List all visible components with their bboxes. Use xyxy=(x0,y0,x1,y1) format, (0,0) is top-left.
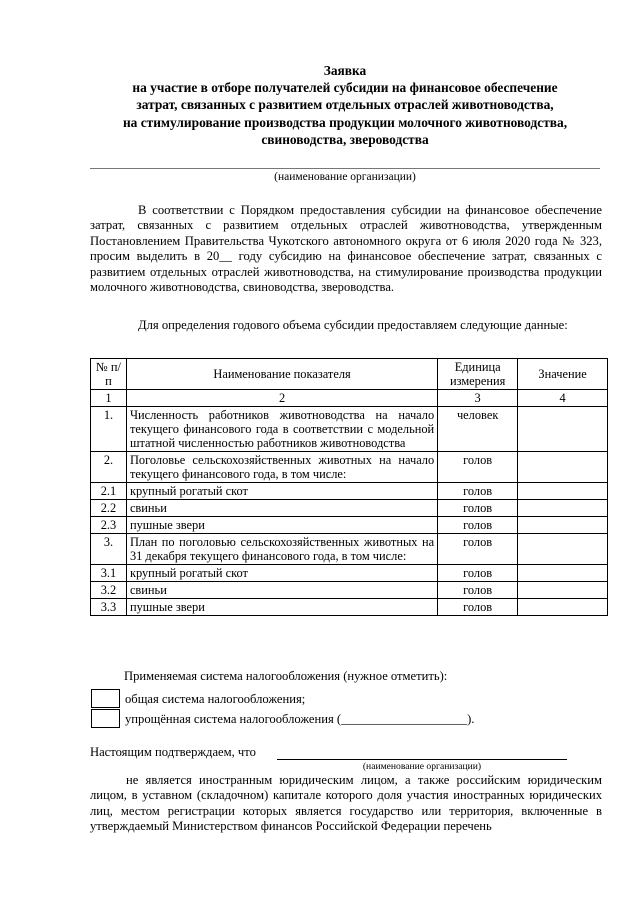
simplified-tax-label: упрощённая система налогообложения (____________________). xyxy=(125,712,475,726)
table-row xyxy=(91,500,608,517)
table-row xyxy=(91,565,608,582)
title-line-5: свиноводства, звероводства xyxy=(261,131,429,147)
indicators-table xyxy=(90,358,608,616)
row-unit: голов xyxy=(438,483,518,500)
title-line-4: на стимулирование производства продукции молочного животноводства, xyxy=(122,114,568,130)
row-value-cell[interactable] xyxy=(518,517,608,534)
title-line-1: Заявка xyxy=(323,63,367,78)
column-number: 1 xyxy=(91,390,127,407)
row-unit: человек xyxy=(438,407,518,452)
column-number: 2 xyxy=(126,390,437,407)
column-number: 3 xyxy=(438,390,518,407)
document-title xyxy=(80,62,610,148)
confirmation-organization-line[interactable] xyxy=(277,759,567,760)
column-number: 4 xyxy=(518,390,608,407)
row-value-cell[interactable] xyxy=(518,407,608,452)
table-row xyxy=(91,599,608,616)
table-row xyxy=(91,582,608,599)
row-unit: голов xyxy=(438,582,518,599)
row-unit: голов xyxy=(438,452,518,483)
table-row xyxy=(91,452,608,483)
row-name: свиньи xyxy=(126,500,437,517)
table-row xyxy=(91,534,608,565)
request-paragraph: В соответствии с Порядком предоставления субсидии на финансовое обеспечение затрат, связанных с развитием отдельных отраслей животноводства, утвержденным Постановлением Правительства Чукотского автономного округа от 6 июля 2020 года № 323, просим выделить в 20__ году субсидию на финансовое обеспечение затрат, связанных с развитием отдельных отраслей животноводства, на стимулирование производства продукции молочного животноводства, свиноводства, звероводства. xyxy=(90,203,602,295)
row-name: пушные звери xyxy=(126,517,437,534)
row-value-cell[interactable] xyxy=(518,452,608,483)
row-value-cell[interactable] xyxy=(518,483,608,500)
row-name: пушные звери xyxy=(126,599,437,616)
table-column-numbers-row xyxy=(91,390,608,407)
table-row xyxy=(91,517,608,534)
row-num: 2.3 xyxy=(91,517,127,534)
row-name: крупный рогатый скот xyxy=(126,565,437,582)
organization-caption: (наименование организации) xyxy=(274,171,416,183)
row-unit: голов xyxy=(438,517,518,534)
general-tax-checkbox[interactable] xyxy=(91,689,120,708)
header-name: Наименование показателя xyxy=(126,359,437,390)
row-num: 3. xyxy=(91,534,127,565)
header-value: Значение xyxy=(518,359,608,390)
row-name: Поголовье сельскохозяйственных животных на начало текущего финансового года, в том числе: xyxy=(126,452,437,483)
row-unit: голов xyxy=(438,565,518,582)
row-value-cell[interactable] xyxy=(518,534,608,565)
row-unit: голов xyxy=(438,500,518,517)
organization-name-line[interactable] xyxy=(90,168,600,169)
table-row xyxy=(91,483,608,500)
table-header-row xyxy=(91,359,608,390)
row-value-cell[interactable] xyxy=(518,582,608,599)
row-num: 3.1 xyxy=(91,565,127,582)
row-unit: голов xyxy=(438,599,518,616)
simplified-tax-checkbox[interactable] xyxy=(91,709,120,728)
table-row xyxy=(91,407,608,452)
row-unit: голов xyxy=(438,534,518,565)
title-line-3: затрат, связанных с развитием отдельных отраслей животноводства, xyxy=(136,97,554,113)
row-value-cell[interactable] xyxy=(518,500,608,517)
confirmation-text: Настоящим подтверждаем, что xyxy=(90,745,256,759)
row-num: 2.1 xyxy=(91,483,127,500)
row-num: 3.3 xyxy=(91,599,127,616)
confirmation-organization-caption: (наименование организации) xyxy=(362,761,482,772)
title-line-2: на участие в отборе получателей субсидии на финансовое обеспечение xyxy=(132,80,558,96)
row-num: 3.2 xyxy=(91,582,127,599)
row-num: 2.2 xyxy=(91,500,127,517)
data-intro-paragraph: Для определения годового объема субсидии предоставляем следующие данные: xyxy=(138,318,568,332)
row-name: свиньи xyxy=(126,582,437,599)
row-name: крупный рогатый скот xyxy=(126,483,437,500)
row-name: Численность работников животноводства на начало текущего финансового года в соответствии с модельной штатной численностью работников животноводства xyxy=(126,407,437,452)
header-unit: Единица измерения xyxy=(438,359,518,390)
row-value-cell[interactable] xyxy=(518,565,608,582)
general-tax-label: общая система налогообложения; xyxy=(125,692,306,706)
row-value-cell[interactable] xyxy=(518,599,608,616)
row-num: 2. xyxy=(91,452,127,483)
tax-system-heading: Применяемая система налогообложения (нужное отметить): xyxy=(124,669,448,683)
confirmation-paragraph: не является иностранным юридическим лицом, а также российским юридическим лицом, в уставном (складочном) капитале которого доля участия иностранных юридических лиц, местом регистрации которых является государство или территория, включенные в утверждаемый Министерством финансов Российской Федерации перечень xyxy=(90,773,602,834)
header-num: № п/п xyxy=(91,359,127,390)
row-num: 1. xyxy=(91,407,127,452)
row-name: План по поголовью сельскохозяйственных животных на 31 декабря текущего финансового года, в том числе: xyxy=(126,534,437,565)
